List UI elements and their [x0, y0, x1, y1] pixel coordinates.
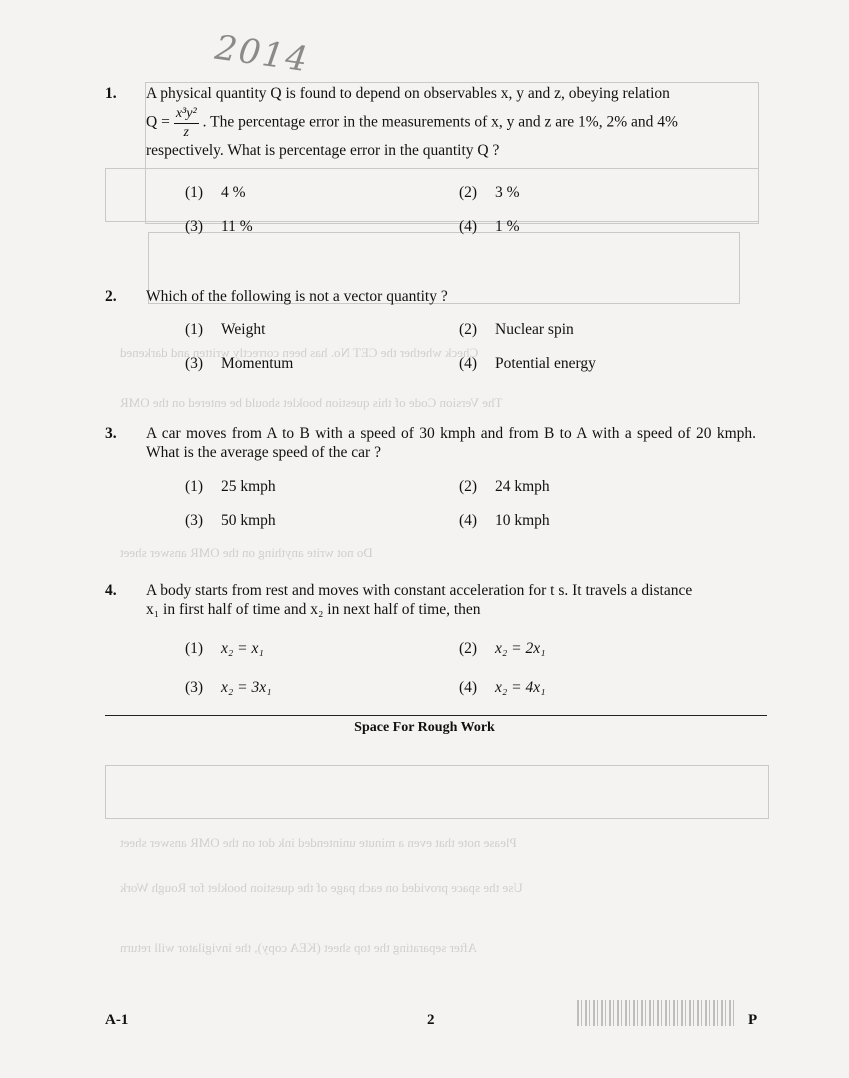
option-label: (4) [459, 218, 478, 235]
ghost-text: Check whether the CET No. has been correctly written and darkened [120, 345, 479, 360]
ghost-text: Use the space provided on each page of the question booklet for Rough Work [120, 880, 523, 895]
option[interactable] [459, 679, 546, 697]
option-text: 4 % [221, 184, 246, 201]
option-label: (2) [459, 640, 478, 657]
page-number: 2 [427, 1012, 435, 1028]
ghost-instructions-box [105, 765, 769, 819]
option-text: 50 kmph [221, 512, 276, 529]
option-text: Weight [221, 321, 266, 338]
subject-code: P [748, 1012, 758, 1028]
rough-work-heading: Space For Rough Work [354, 720, 495, 735]
option[interactable] [459, 184, 520, 202]
ghost-text: After separating the top sheet (KEA copy), the invigilator will return [120, 940, 478, 955]
ghost-text: Do not write anything on the OMR answer sheet [120, 545, 373, 560]
booklet-code: A-1 [105, 1012, 129, 1028]
option-text: 10 kmph [495, 512, 550, 529]
option[interactable] [459, 478, 550, 496]
option[interactable] [185, 679, 272, 697]
ghost-text: Please note that even a minute unintended ink dot on the OMR answer sheet [120, 835, 517, 850]
option-text: Momentum [221, 355, 294, 372]
question-number: 2. [105, 288, 117, 305]
option-label: (3) [185, 512, 204, 529]
option-label: (1) [185, 184, 204, 201]
formula-denominator: z [183, 124, 189, 140]
ghost-text: The Version Code of this question booklet should be entered on the OMR [120, 395, 503, 410]
divider [105, 715, 767, 716]
option[interactable] [185, 512, 276, 530]
option-text: 11 % [221, 218, 253, 235]
option-text: x₂ = 3x₁ [221, 679, 272, 696]
formula-line [146, 105, 756, 141]
handwritten-note: 2014 [212, 27, 312, 81]
option-text: Nuclear spin [495, 321, 574, 338]
question-text-line: respectively. What is percentage error in the quantity Q ? [146, 142, 500, 160]
option-text: 25 kmph [221, 478, 276, 495]
question-text-line: A body starts from rest and moves with constant acceleration for t s. It travels a distance [146, 582, 693, 599]
question-number: 4. [105, 582, 117, 599]
option[interactable] [185, 184, 246, 202]
formula-numerator: x³y² [174, 105, 199, 124]
question-3 [105, 424, 755, 464]
option[interactable] [185, 218, 253, 236]
formula-fraction [174, 105, 199, 141]
question-text: Which of the following is not a vector quantity ? [146, 288, 448, 305]
question-text [146, 581, 756, 620]
option[interactable] [459, 321, 574, 339]
option[interactable] [459, 355, 596, 373]
option-text: x₂ = x₁ [221, 640, 264, 657]
option-text: x₂ = 2x₁ [495, 640, 546, 657]
option-label: (4) [459, 355, 478, 372]
question-number: 3. [105, 425, 117, 442]
option[interactable] [459, 640, 546, 658]
option-label: (2) [459, 321, 478, 338]
question-text-line: x₁ in first half of time and x₂ in next half of time, then [146, 601, 481, 619]
option-label: (1) [185, 640, 204, 657]
option-text: 3 % [495, 184, 520, 201]
option[interactable] [185, 321, 265, 339]
question-text-line: . The percentage error in the measurements of x, y and z are 1%, 2% and 4% [202, 113, 678, 131]
question-text [146, 84, 756, 161]
option-label: (3) [185, 355, 204, 372]
option[interactable] [185, 478, 276, 496]
question-4 [105, 581, 755, 621]
option-label: (1) [185, 478, 204, 495]
option-label: (4) [459, 679, 478, 696]
option-label: (2) [459, 478, 478, 495]
option[interactable] [459, 512, 550, 530]
option-text: Potential energy [495, 355, 596, 372]
option-label: (3) [185, 218, 204, 235]
option-label: (2) [459, 184, 478, 201]
option-text: 24 kmph [495, 478, 550, 495]
question-text-line: A physical quantity Q is found to depend on observables x, y and z, obeying relation [146, 85, 670, 102]
question-text: A car moves from A to B with a speed of 30 kmph and from B to A with a speed of 20 kmph. What is the average speed of the car ? [146, 425, 756, 462]
option[interactable] [185, 640, 264, 658]
option[interactable] [185, 355, 293, 373]
option-label: (3) [185, 679, 204, 696]
question-number: 1. [105, 85, 117, 102]
option-label: (1) [185, 321, 204, 338]
option-text: x₂ = 4x₁ [495, 679, 546, 696]
option-label: (4) [459, 512, 478, 529]
question-2 [105, 287, 755, 309]
option[interactable] [459, 218, 520, 236]
ghost-barcode [577, 1000, 737, 1026]
option-text: 1 % [495, 218, 520, 235]
formula-lhs: Q = [146, 113, 170, 131]
question-1 [105, 84, 755, 234]
